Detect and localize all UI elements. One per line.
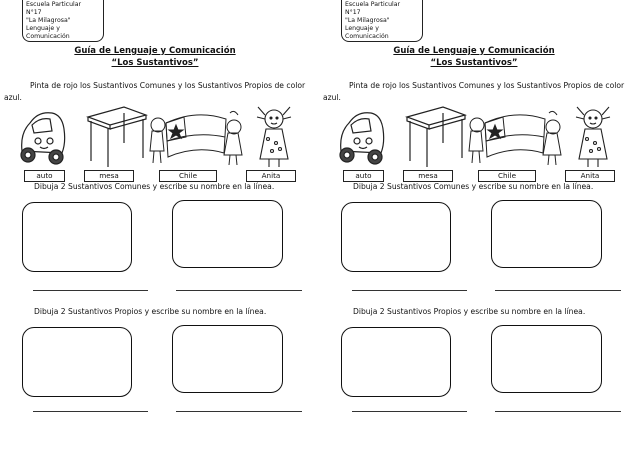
school-line-5: Comunicación (26, 33, 70, 40)
school-line-2: N°17 (26, 9, 42, 16)
answer-line-proper-1[interactable] (352, 411, 467, 412)
word-box-anita: Anita (246, 170, 296, 182)
table-icon (407, 107, 465, 167)
answer-line-proper-2[interactable] (176, 411, 302, 412)
word-box-mesa: mesa (403, 170, 453, 182)
worksheet-title: Guía de Lenguaje y Comunicación (393, 46, 555, 56)
worksheet-right (319, 0, 638, 451)
word-box-chile: Chile (478, 170, 536, 182)
word-box-chile: Chile (159, 170, 217, 182)
answer-line-common-1[interactable] (352, 290, 467, 291)
word-box-auto: auto (24, 170, 65, 182)
flag-with-children-icon (150, 111, 242, 165)
instruction-paint: Pinta de rojo los Sustantivos Comunes y los Sustantivos Propios de color azul. (323, 81, 625, 102)
school-line-3: "La Milagrosa" (26, 17, 71, 24)
drawing-box-proper-2[interactable] (491, 325, 602, 393)
girl-icon (257, 107, 291, 167)
word-box-anita: Anita (565, 170, 615, 182)
drawing-box-proper-1[interactable] (341, 327, 451, 397)
school-line-5: Comunicación (345, 33, 389, 40)
word-box-auto: auto (343, 170, 384, 182)
car-icon (340, 113, 384, 164)
instruction-draw-common: Dibuja 2 Sustantivos Comunes y escribe su nombre en la línea. (34, 182, 275, 191)
school-line-3: "La Milagrosa" (345, 17, 390, 24)
drawing-box-common-1[interactable] (22, 202, 132, 272)
drawing-box-common-2[interactable] (172, 200, 283, 268)
school-line-4: Lenguaje y (345, 25, 379, 32)
instruction-draw-proper: Dibuja 2 Sustantivos Propios y escribe su nombre en la línea. (353, 307, 586, 316)
answer-line-common-2[interactable] (176, 290, 302, 291)
table-icon (88, 107, 146, 167)
school-header-box (341, 0, 423, 42)
car-icon (21, 113, 65, 164)
flag-with-children-icon (469, 111, 561, 165)
worksheet-title: Guía de Lenguaje y Comunicación (74, 46, 236, 56)
girl-icon (576, 107, 610, 167)
answer-line-proper-2[interactable] (495, 411, 621, 412)
pictures-row (16, 103, 306, 169)
instruction-draw-proper: Dibuja 2 Sustantivos Propios y escribe su nombre en la línea. (34, 307, 267, 316)
answer-line-proper-1[interactable] (33, 411, 148, 412)
drawing-box-proper-1[interactable] (22, 327, 132, 397)
word-box-mesa: mesa (84, 170, 134, 182)
drawing-box-proper-2[interactable] (172, 325, 283, 393)
school-line-1: Escuela Particular (345, 1, 401, 8)
pictures-row (335, 103, 625, 169)
answer-line-common-2[interactable] (495, 290, 621, 291)
school-line-1: Escuela Particular (26, 1, 82, 8)
answer-line-common-1[interactable] (33, 290, 148, 291)
school-line-2: N°17 (345, 9, 361, 16)
school-line-4: Lenguaje y (26, 25, 60, 32)
worksheet-subtitle: “Los Sustantivos” (111, 58, 199, 68)
instruction-draw-common: Dibuja 2 Sustantivos Comunes y escribe su nombre en la línea. (353, 182, 594, 191)
instruction-paint: Pinta de rojo los Sustantivos Comunes y los Sustantivos Propios de color azul. (4, 81, 306, 102)
drawing-box-common-1[interactable] (341, 202, 451, 272)
school-header-box (22, 0, 104, 42)
drawing-box-common-2[interactable] (491, 200, 602, 268)
worksheet-subtitle: “Los Sustantivos” (430, 58, 518, 68)
